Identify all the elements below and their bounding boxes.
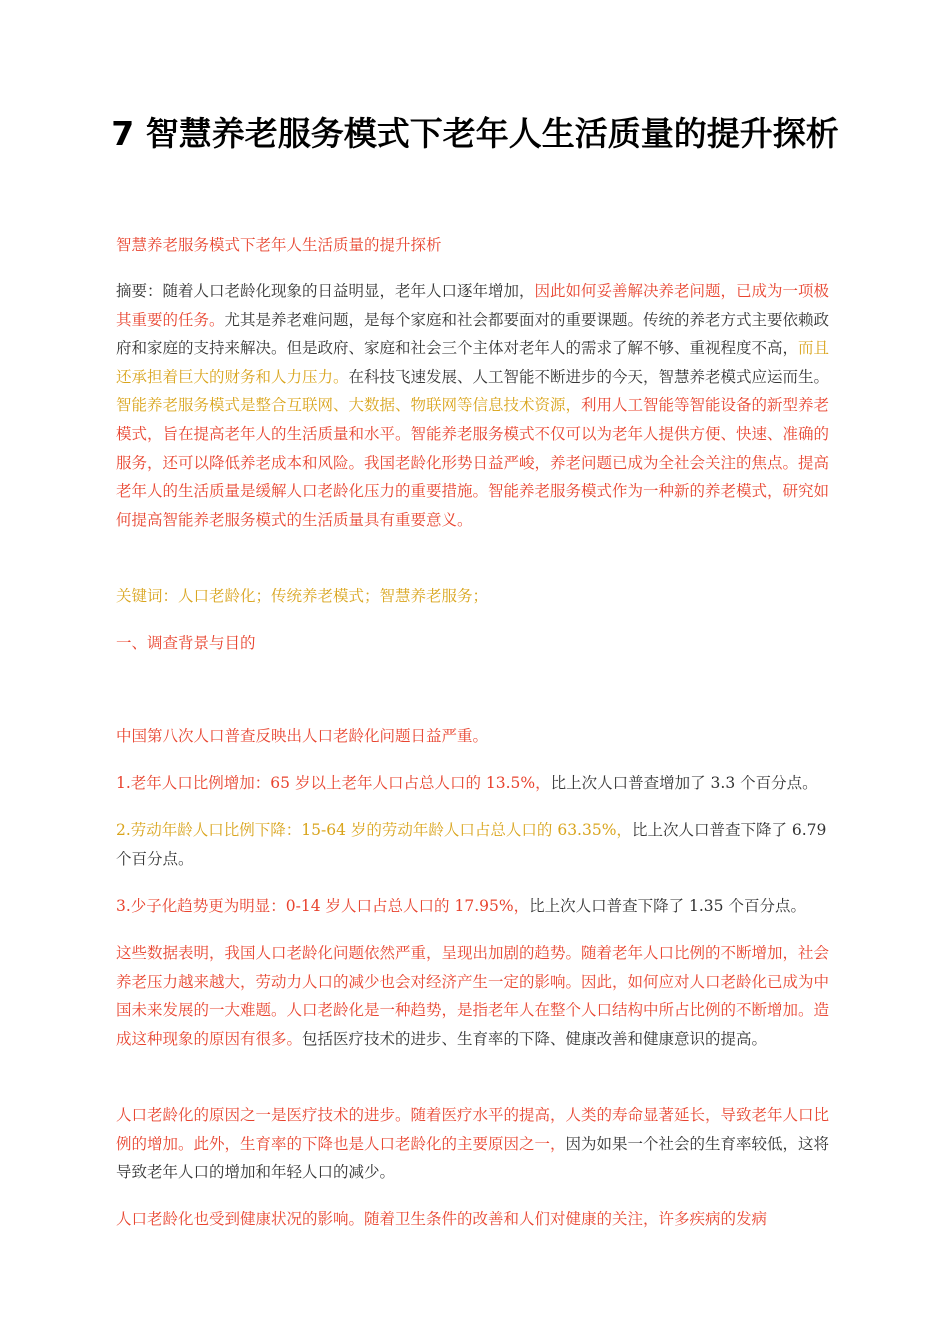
abstract-text-2: 因此如何妥善解决养老问题，已成为一项极其重要的任务。 (116, 282, 830, 329)
list-item-2-rest: 比上次人口普查下降了 6.79 个百分点。 (116, 821, 827, 868)
causes-text-1: 人口老龄化的原因之一是医疗技术的进步。随着医疗水平的提高，人类的寿命显著延长，导致老年人口比例的增加。此外，生育率的下降也是人口老龄化的主要原因之一， (116, 1106, 830, 1153)
list-item-2 (116, 816, 836, 873)
census-intro: 中国第八次人口普查反映出人口老龄化问题日益严重。 (116, 727, 489, 745)
section-heading-1: 一、调查背景与目的 (116, 634, 256, 652)
keywords-line: 关键词：人口老龄化；传统养老模式；智慧养老服务； (116, 587, 489, 605)
list-item-1-rest: 比上次人口普查增加了 3.3 个百分点。 (550, 774, 818, 792)
abstract-text-7: 利用人工智能等智能设备的新型养老模式，旨在提高老年人的生活质量和水平。智能养老服务模式不仅可以为老年人提供方便、快速、准确的服务，还可以降低养老成本和风险。我国老龄化形势日益严峻，养老问题已成为全社会关注的焦点。提高老年人的生活质量是缓解人口老龄化压力的重要措施。智能养老服务模式作为一种新的养老模式，研究如何提高智能养老服务模式的生活质量具有重要意义。 (116, 396, 830, 529)
document-title: 7 智慧养老服务模式下老年人生活质量的提升探析 (111, 114, 839, 153)
abstract-text-5: 在科技飞速发展、人工智能不断进步的今天，智慧养老模式应运而生。 (348, 367, 830, 386)
abstract-text-6: 智能养老服务模式是整合互联网、大数据、物联网等信息技术资源， (116, 396, 582, 415)
list-item-2-lead: 2.劳动年龄人口比例下降：15-64 岁的劳动年龄人口占总人口的 63.35%， (116, 821, 632, 839)
list-item-3-lead: 3.少子化趋势更为明显：0-14 岁人口占总人口的 17.95%， (116, 897, 530, 915)
trend-text-1: 这些数据表明，我国人口老龄化问题依然严重，呈现出加剧的趋势。随着老年人口比例的不断增加，社会养老压力越来越大，劳动力人口的减少也会对经济产生一定的影响。因此，如何应对人口老龄化已成为中国未来发展的一大难题。人口老龄化是一种趋势，是指老年人在整个人口结构中所占比例的不断增加。造成这种现象的原因有很多。 (116, 944, 830, 1048)
abstract-paragraph (116, 277, 836, 534)
causes-text-2: 因为如果一个社会的生育率较低，这将导致老年人口的增加和年轻人口的减少。 (116, 1134, 830, 1182)
abstract-text-1: 摘要：随着人口老龄化现象的日益明显，老年人口逐年增加， (116, 282, 535, 300)
trend-text-2: 包括医疗技术的进步、生育率的下降、健康改善和健康意识的提高。 (302, 1029, 768, 1048)
list-item-1 (116, 769, 836, 798)
document-subtitle: 智慧养老服务模式下老年人生活质量的提升探析 (116, 236, 442, 254)
list-item-3-rest: 比上次人口普查下降了 1.35 个百分点。 (529, 897, 806, 915)
health-paragraph: 人口老龄化也受到健康状况的影响。随着卫生条件的改善和人们对健康的关注，许多疾病的发病 (116, 1210, 768, 1228)
causes-paragraph (116, 1101, 836, 1187)
abstract-text-3: 尤其是养老难问题，是每个家庭和社会都要面对的重要课题。传统的养老方式主要依赖政府和家庭的支持来解决。但是政府、家庭和社会三个主体对老年人的需求了解不够、重视程度不高， (116, 310, 830, 358)
trend-paragraph (116, 939, 836, 1053)
list-item-3 (116, 892, 836, 921)
list-item-1-lead: 1.老年人口比例增加：65 岁以上老年人口占总人口的 13.5%， (116, 774, 551, 792)
abstract-text-4: 而且还承担着巨大的财务和人力压力。 (116, 339, 830, 386)
